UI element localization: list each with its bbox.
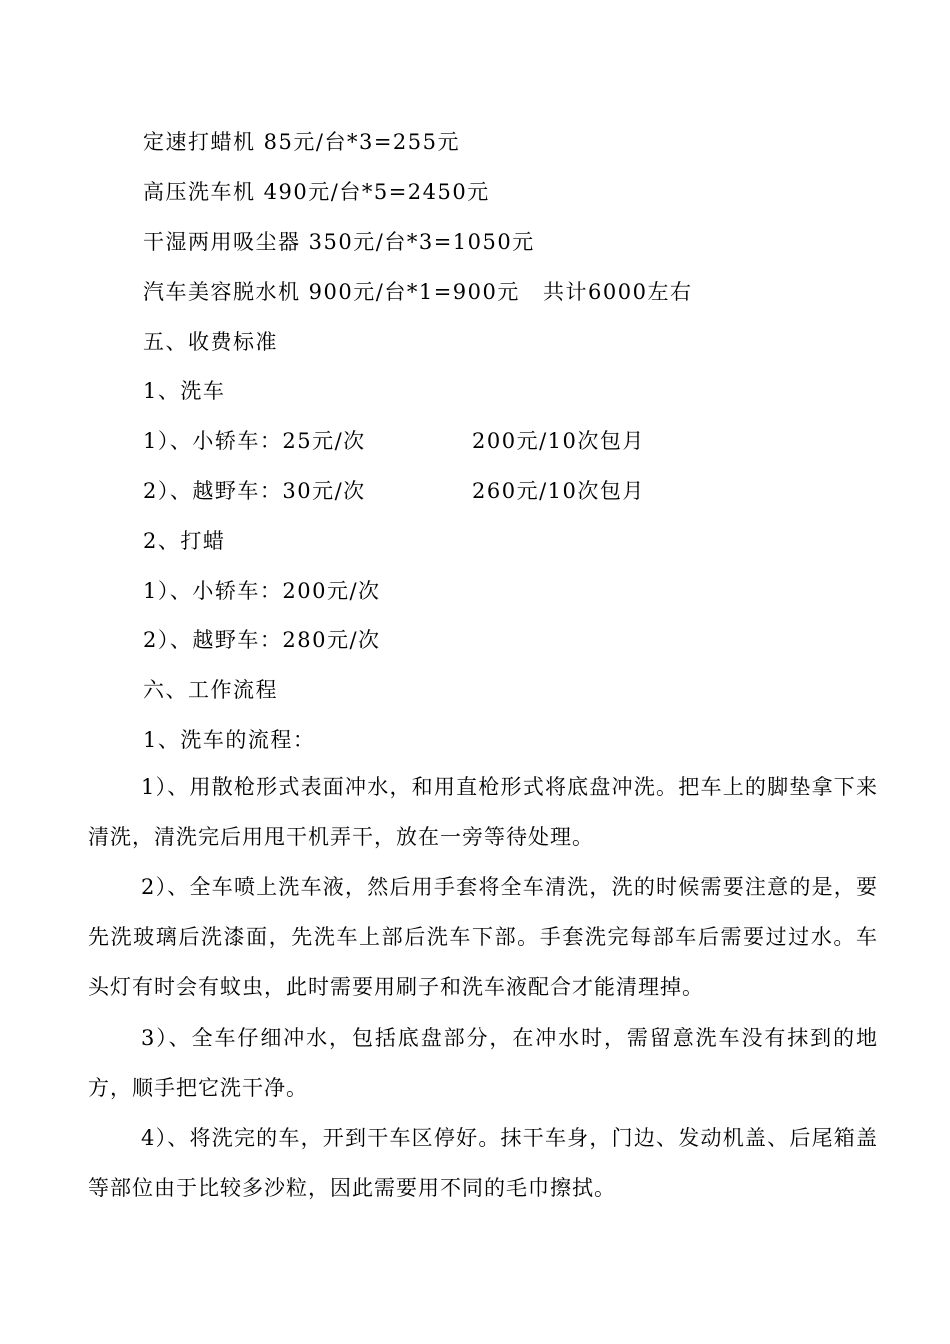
- price-monthly: 200元/10次包月: [472, 429, 645, 453]
- wash-heading: 1、洗车: [143, 379, 226, 403]
- equipment-line-2: [143, 178, 490, 206]
- equipment-text: 定速打蜡机 85元/台*3=255元: [143, 130, 461, 154]
- process-paragraph-1: 1）、用散枪形式表面冲水，和用直枪形式将底盘冲洗。把车上的脚垫拿下来清洗，清洗完后用甩干机弄干，放在一旁等待处理。: [88, 775, 878, 849]
- equipment-text: 高压洗车机 490元/台*5=2450元: [143, 180, 490, 204]
- price-label: 2）、越野车：30元/次: [143, 479, 366, 503]
- process-paragraph-4: 4）、将洗完的车，开到干车区停好。抹干车身，门边、发动机盖、后尾箱盖等部位由于比较多沙粒，因此需要用不同的毛巾擦拭。: [88, 1126, 878, 1200]
- wash-price-sedan: [143, 427, 645, 455]
- process-paragraph-3: 3）、全车仔细冲水，包括底盘部分，在冲水时，需留意洗车没有抹到的地方，顺手把它洗干净。: [88, 1026, 878, 1100]
- wash-process-heading: 1、洗车的流程：: [143, 728, 316, 752]
- wax-heading: 2、打蜡: [143, 529, 226, 553]
- price-label: 1）、小轿车：25元/次: [143, 429, 366, 453]
- equipment-line-4: [143, 278, 693, 306]
- equipment-line-1: [143, 128, 460, 156]
- process-paragraph-2: 2）、全车喷上洗车液，然后用手套将全车清洗，洗的时候需要注意的是，要先洗玻璃后洗漆面，先洗车上部后洗车下部。手套洗完每部车后需要过过水。车头灯有时会有蚊虫，此时需要用刷子和洗车液配合才能清理掉。: [88, 875, 878, 999]
- section-6-heading: 六、工作流程: [143, 678, 278, 702]
- price-monthly: 260元/10次包月: [472, 479, 645, 503]
- price-label: 1）、小轿车：200元/次: [143, 579, 381, 603]
- wash-price-suv: [143, 477, 645, 505]
- equipment-line-3: [143, 228, 535, 256]
- equipment-total: 共计6000左右: [543, 280, 693, 304]
- section-5-heading: 五、收费标准: [143, 330, 278, 354]
- wax-price-sedan: [143, 577, 381, 605]
- price-label: 2）、越野车：280元/次: [143, 628, 381, 652]
- wax-price-suv: [143, 626, 381, 654]
- equipment-text: 干湿两用吸尘器 350元/台*3=1050元: [143, 230, 535, 254]
- equipment-text: 汽车美容脱水机 900元/台*1=900元: [143, 280, 520, 304]
